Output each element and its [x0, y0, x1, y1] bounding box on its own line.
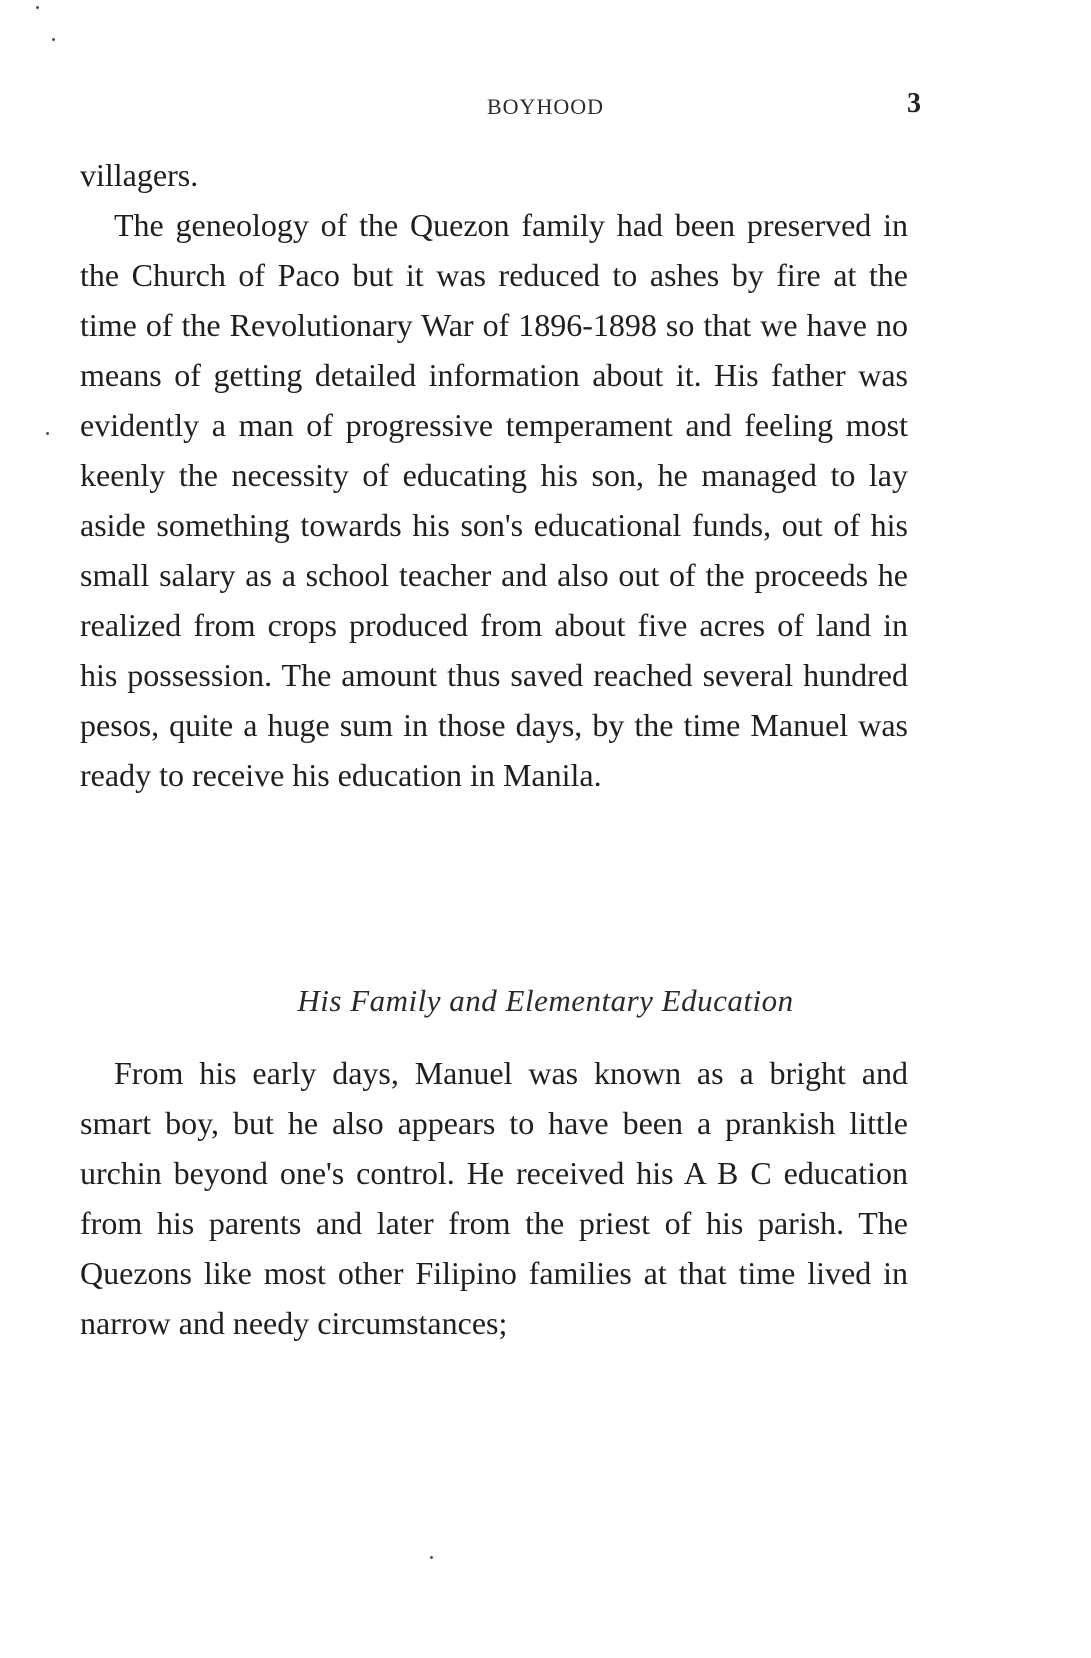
scan-speck	[36, 6, 39, 9]
body-text-upper	[80, 150, 908, 800]
section-heading: His Family and Elementary Education	[297, 983, 794, 1018]
continuation-paragraph: villagers.	[80, 157, 199, 193]
paragraph-geneology: The geneology of the Quezon family had been preserved in the Church of Paco but it was reduced to ashes by fire at the time of the Revolutionary War of 1896-1898 so that we have no means of getting detailed information about it. His father was evidently a man of progressive temperament and feeling most keenly the necessity of educating his son, he managed to lay aside something towards his son's educational funds, out of his small salary as a school teacher and also out of the proceeds he realized from crops produced from about five acres of land in his possession. The amount thus saved reached several hundred pesos, quite a huge sum in those days, by the time Manuel was ready to receive his education in Manila.	[80, 207, 908, 793]
scan-speck	[430, 1556, 433, 1559]
scan-speck	[46, 432, 49, 435]
page-header	[0, 88, 1091, 128]
running-title: BOYHOOD	[487, 94, 604, 119]
scan-speck	[52, 38, 55, 41]
page-number: 3	[907, 88, 921, 119]
paragraph-early-days: From his early days, Manuel was known as a bright and smart boy, but he also appears to have been a prankish little urchin beyond one's control. He received his A B C education from his parents and later from the priest of his parish. The Quezons like most other Filipino families at that time lived in narrow and needy circumstances;	[80, 1055, 908, 1341]
body-text-lower	[80, 1048, 908, 1348]
